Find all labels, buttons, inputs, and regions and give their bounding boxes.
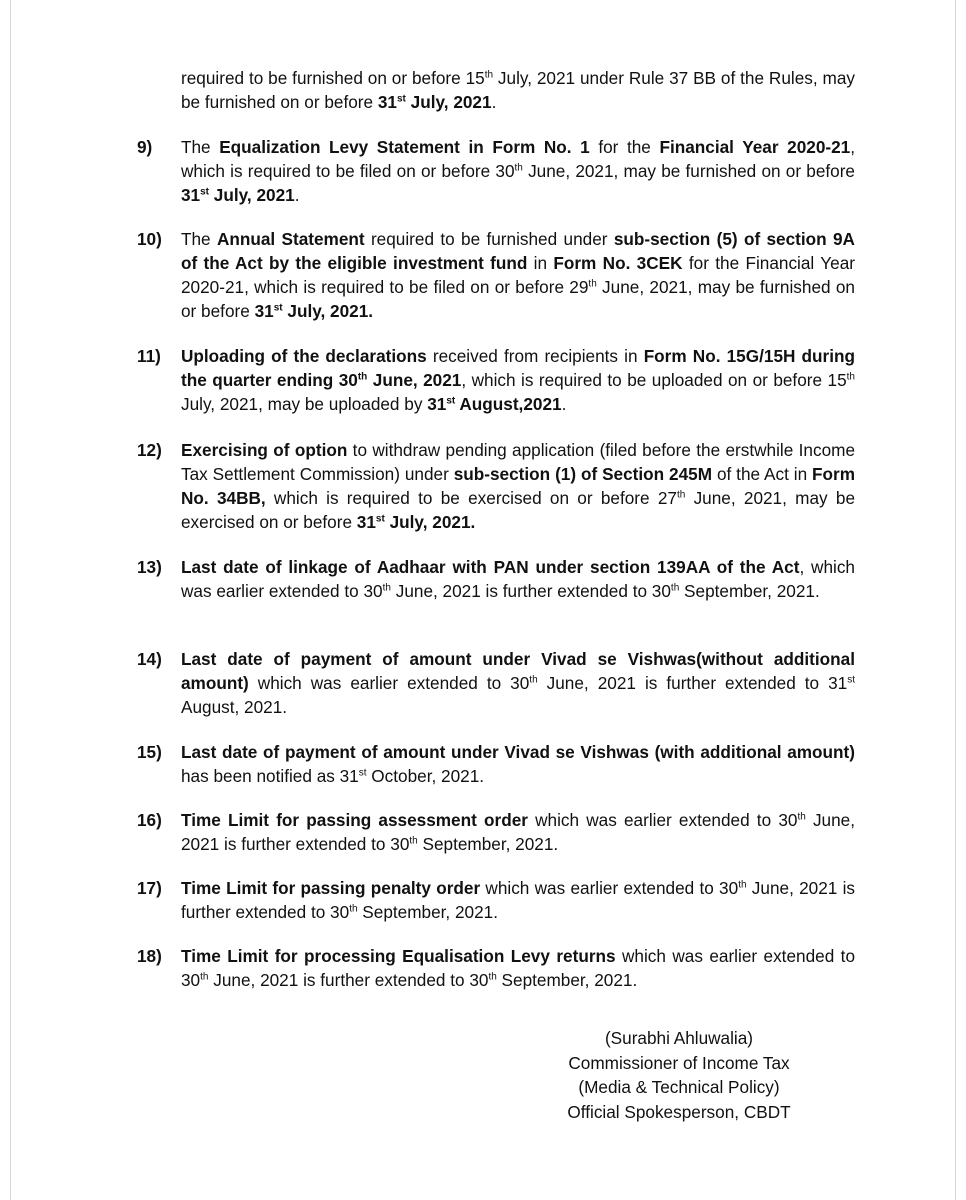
item-number: 14) [137,649,162,669]
intro-date: 31st July, 2021 [377,92,492,112]
item-number: 17) [137,878,162,898]
page-left-edge [10,0,11,1200]
item-text: Last date of linkage of Aadhaar with PAN under section 139AA of the Act, which was earlier extended to 30th June, 2021 is further extended to 30th September, 2021. [181,557,855,601]
item-number: 13) [137,557,162,577]
item-number: 9) [137,137,153,157]
signatory-name: (Surabhi Ahluwalia) [604,1028,754,1048]
item-text: The Annual Statement required to be furnished under sub-section (5) of section 9A of the Act by the eligible investment fund in Form No. 3CEK for the Financial Year 2020-21, which is required to be filed on or before 29th June, 2021, may be furnished on or before 31st July, 2021. [181,229,855,321]
signature-block [540,1026,818,1124]
signatory-designation: Commissioner of Income Tax [568,1052,790,1073]
item-number: 12) [137,440,162,460]
item-number: 10) [137,229,162,249]
item-text: Time Limit for passing penalty order which was earlier extended to 30th June, 2021 is further extended to 30th September, 2021. [181,878,856,922]
signatory-department: (Media & Technical Policy) [578,1077,780,1097]
item-number: 15) [137,742,162,762]
item-text: Time Limit for processing Equalisation Levy returns which was earlier extended to 30th June, 2021 is further extended to 30th September, 2021. [181,946,856,990]
item-text: The Equalization Levy Statement in Form No. 1 for the Financial Year 2020-21, which is required to be filed on or before 30th June, 2021, may be furnished on or before 31st July, 2021. [181,137,855,205]
page-right-edge [955,0,956,1200]
intro-paragraph: required to be furnished on or before 15th July, 2021 under Rule 37 BB of the Rules, may be furnished on or before 31st July, 2021. [181,68,855,112]
item-number: 16) [137,810,162,830]
item-text: Last date of payment of amount under Vivad se Vishwas (with additional amount) has been notified as 31st October, 2021. [181,742,855,786]
item-number: 18) [137,946,162,966]
item-text: Uploading of the declarations received from recipients in Form No. 15G/15H during the quarter ending 30th June, 2021, which is required to be uploaded on or before 15th July, 2021, may be uploaded by 31st August,2021. [181,346,856,414]
item-text: Time Limit for passing assessment order which was earlier extended to 30th June, 2021 is further extended to 30th September, 2021. [181,810,856,854]
item-text: Last date of payment of amount under Vivad se Vishwas(without additional amount) which was earlier extended to 30th June, 2021 is further extended to 31st August, 2021. [181,649,856,717]
item-text: Exercising of option to withdraw pending application (filed before the erstwhile Income Tax Settlement Commission) under sub-section (1) of Section 245M of the Act in Form No. 34BB, which is required to be exercised on or before 27th June, 2021, may be exercised on or before 31st July, 2021. [181,440,855,532]
signatory-role: Official Spokesperson, CBDT [567,1101,791,1122]
item-number: 11) [137,346,161,366]
